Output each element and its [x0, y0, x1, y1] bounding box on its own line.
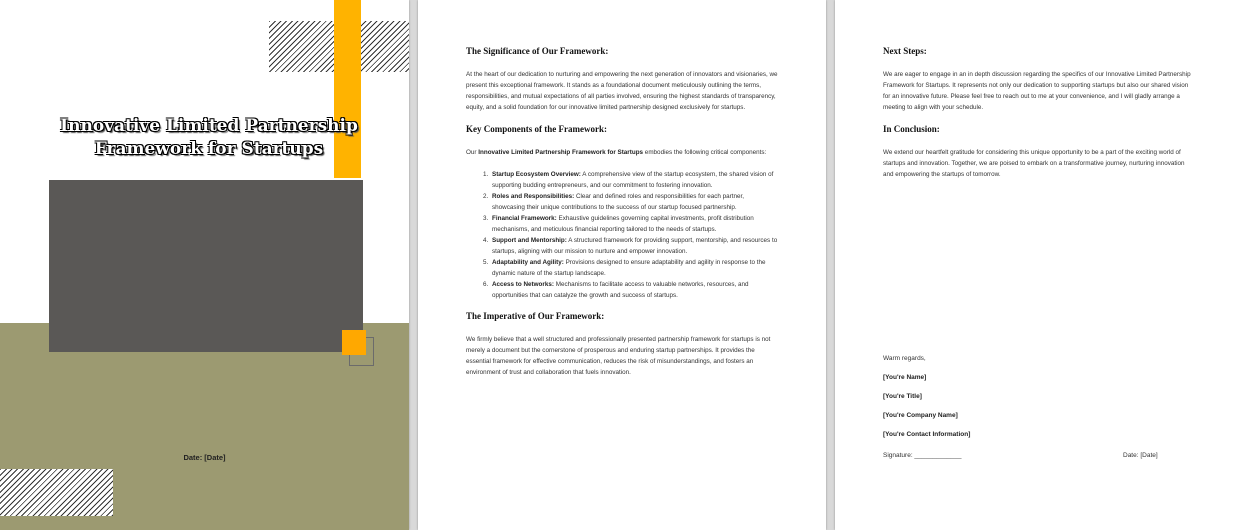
sender-title: [You're Title] — [883, 393, 922, 400]
components-intro-bold: Innovative Limited Partnership Framework for Startups — [478, 149, 644, 156]
framework-page — [418, 0, 826, 530]
signoff-block — [883, 353, 1183, 448]
cover-image-placeholder — [49, 180, 363, 352]
component-title: Financial Framework: — [492, 215, 557, 222]
closing-page — [835, 0, 1244, 530]
next-steps-heading: Next Steps: — [883, 46, 927, 56]
signature-field: Signature: _____________ — [883, 452, 962, 459]
orange-square — [342, 330, 366, 355]
conclusion-text: We extend our heartfelt gratitude for considering this unique opportunity to be a part of the exciting world of startups and innovation. Together, we are poised to embark on a transformative journey, nurturing innovation and empowering the startups of tomorrow. — [883, 149, 1185, 178]
page3-content — [883, 46, 1195, 191]
cover-title — [30, 115, 388, 161]
significance-text: At the heart of our dedication to nurturing and empowering the next generation of innovators and visionaries, we present this exceptional framework. It stands as a foundational document meticulously outlining the terms, responsibilities, and mutual expectations of all parties involved, ensuring the highest standards of transparency, equity, and a solid foundation for our innovative limited partnership designed exclusively for startups. — [466, 71, 778, 111]
component-text: Provisions designed to ensure adaptability and agility in response to the dynamic nature of the startup landscape. — [492, 259, 766, 277]
page2-content — [466, 46, 778, 389]
list-item — [490, 169, 778, 191]
components-intro-post: embodies the following critical components: — [643, 149, 767, 156]
component-text: Clear and defined roles and responsibilities for each partner, showcasing their unique contributions to the success of our startup focused partnership. — [492, 193, 745, 211]
cover-page — [0, 0, 409, 530]
list-item — [490, 279, 778, 301]
sender-contact: [You're Contact Information] — [883, 431, 971, 438]
imperative-text: We firmly believe that a well structured and professionally presented partnership framework for startups is not merely a document but the cornerstone of prosperous and enduring startup partnerships. It provides the essential framework for effective communication, reduces the risk of misunderstandings, and fosters an environment of trust and collaboration that fuels innovation. — [466, 336, 771, 376]
next-steps-text: We are eager to engage in an in depth discussion regarding the specifics of our Innovative Limited Partnership Framework for Startups. It represents not only our dedication to supporting startups but also our shared vision for an innovative future. Please feel free to reach out to me at your convenience, and I will gladly arrange a meeting to align with your schedule. — [883, 71, 1191, 111]
components-intro-pre: Our — [466, 149, 479, 156]
components-list — [466, 169, 778, 301]
components-heading: Key Components of the Framework: — [466, 124, 607, 134]
components-intro — [466, 147, 778, 158]
cover-title-line1: Innovative Limited Partnership — [60, 116, 358, 136]
component-title: Startup Ecosystem Overview: — [492, 171, 581, 178]
significance-heading: The Significance of Our Framework: — [466, 46, 609, 56]
component-text: A comprehensive view of the startup ecosystem, the shared vision of supporting budding entrepreneurs, and our commitment to fostering innovation. — [492, 171, 774, 189]
hatch-pattern-bottom — [0, 469, 113, 516]
component-text: Exhaustive guidelines governing capital investments, profit distribution mechanisms, and meticulous financial reporting tailored to the needs of startups. — [492, 215, 754, 233]
signature-date: Date: [Date] — [1123, 452, 1158, 459]
conclusion-heading: In Conclusion: — [883, 124, 940, 134]
sender-name: [You're Name] — [883, 374, 927, 381]
imperative-heading: The Imperative of Our Framework: — [466, 311, 605, 321]
cover-date: Date: [Date] — [183, 453, 226, 462]
list-item — [490, 191, 778, 213]
component-title: Roles and Responsibilities: — [492, 193, 575, 200]
signature-row — [883, 452, 1163, 459]
cover-title-line2: Framework for Startups — [94, 139, 324, 159]
list-item — [490, 213, 778, 235]
list-item — [490, 257, 778, 279]
component-text: A structured framework for providing support, mentorship, and resources to startups, aligning with our mission to nurture and empower innovation. — [492, 237, 778, 255]
component-title: Access to Networks: — [492, 281, 554, 288]
component-text: Mechanisms to facilitate access to valuable networks, resources, and opportunities that can catalyze the growth and success of startups. — [492, 281, 749, 299]
regards-text: Warm regards, — [883, 355, 926, 362]
component-title: Support and Mentorship: — [492, 237, 567, 244]
component-title: Adaptability and Agility: — [492, 259, 564, 266]
sender-company: [You're Company Name] — [883, 412, 958, 419]
list-item — [490, 235, 778, 257]
